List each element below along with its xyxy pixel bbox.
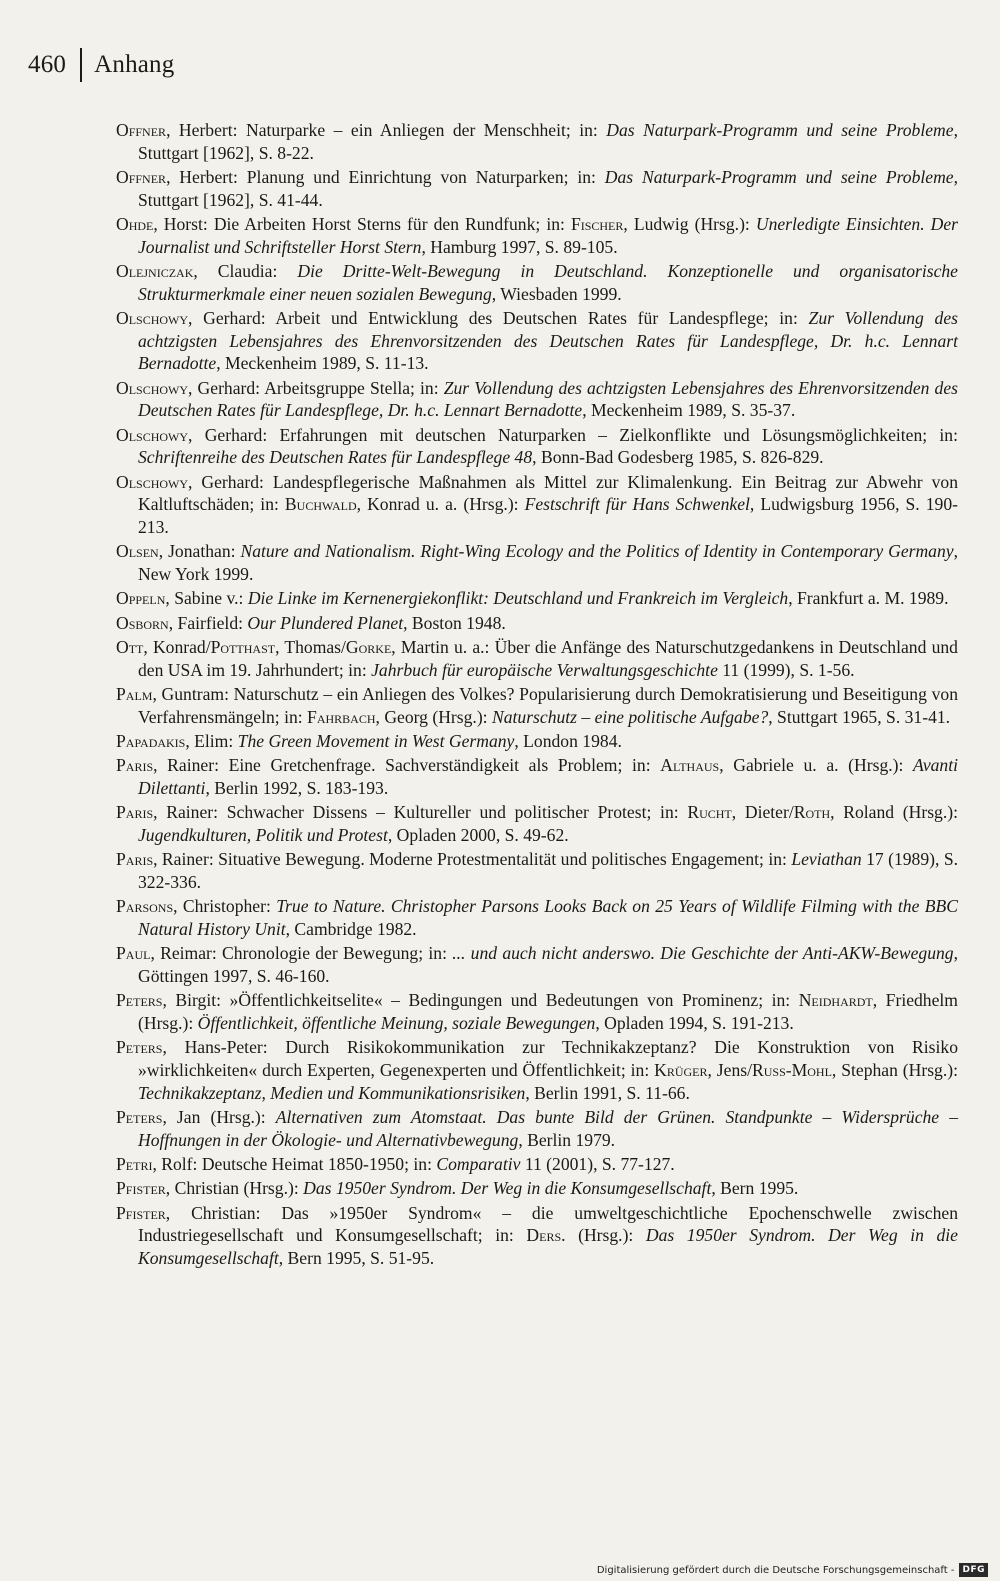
entry-text: , New York 1999. [138, 541, 958, 585]
entry-text: 17 (1989), S. 322-336. [138, 849, 958, 892]
bibliography-entry [116, 895, 958, 940]
entry-text: , Gerhard: Arbeit und Entwicklung des Deutschen Rates für Landespflege; in: [188, 308, 809, 328]
entry-text: , Hamburg 1997, S. 89-105. [421, 236, 618, 257]
author-name: Olsen [116, 541, 159, 562]
entry-text: , Herbert: Planung und Einrichtung von Naturparken; in: [166, 167, 605, 187]
footer-credit: Digitalisierung gefördert durch die Deutsche Forschungsgemeinschaft - [596, 1564, 955, 1576]
section-title: Anhang [94, 51, 175, 78]
entry-text: , Gabriele u. a. (Hrsg.): [719, 755, 914, 776]
entry-text: , Ludwigsburg 1956, S. 190-213. [138, 494, 958, 538]
author-name: Peters [116, 1107, 163, 1127]
bibliography-entry [116, 307, 958, 375]
entry-text: , Berlin 1979. [518, 1129, 616, 1150]
bibliography-entry [116, 1153, 958, 1176]
author-name: Oppeln [116, 588, 166, 609]
work-title: True to Nature. Christopher Parsons Looks Back on 25 Years of Wildlife Filming with the BBC Natural History Unit [138, 896, 959, 939]
entry-text: , Dieter/ [731, 802, 794, 823]
entry-text: , Martin u. a.: Über die Anfänge des Naturschutzgedankens in Deutschland und den USA im 19. Jahrhundert; in: [138, 637, 958, 680]
work-title: Avanti Dilettanti [138, 755, 959, 798]
work-title: Das Naturpark-Programm und seine Probleme [606, 120, 954, 140]
entry-text: , Gerhard: Erfahrungen mit deutschen Naturparken – Zielkonflikte und Lösungsmöglichkeiten; in: [188, 424, 958, 445]
bibliography-entry [116, 612, 958, 635]
bibliography-entry [116, 730, 958, 753]
author-name: Roth [793, 802, 831, 823]
author-name: Peters [116, 1037, 163, 1058]
page-number: 460 [28, 51, 67, 78]
entry-text: , Boston 1948. [403, 612, 506, 633]
work-title: Das Naturpark-Programm und seine Probleme [604, 167, 954, 187]
work-title: Jugendkulturen, Politik und Protest [138, 825, 388, 845]
entry-text: , Birgit: »Öffentlichkeitselite« – Bedingungen und Bedeutungen von Prominenz; in: [162, 990, 799, 1011]
bibliography-entry [116, 754, 958, 799]
entry-text: , Fairfield: [168, 612, 248, 633]
entry-text: (Hrsg.): [565, 1225, 646, 1246]
work-title: Jahrbuch für europäische Verwaltungsgeschichte [371, 659, 718, 680]
bibliography-list [116, 119, 958, 1271]
work-title: Unerledigte Einsichten. Der Journalist und Schriftsteller Horst Stern [138, 214, 958, 257]
author-name: Olejniczak [116, 261, 194, 281]
work-title: Technikakzeptanz, Medien und Kommunikationsrisiken [138, 1082, 526, 1103]
author-name: Potthast [210, 637, 276, 657]
author-name: Olschowy [116, 377, 189, 398]
entry-text: , Opladen 1994, S. 191-213. [595, 1013, 794, 1033]
author-name: Petri [116, 1154, 153, 1174]
entry-text: , Horst: Die Arbeiten Horst Sterns für den Rundfunk; in: [153, 214, 571, 234]
entry-text: , Bern 1995. [711, 1178, 799, 1199]
header-divider [80, 48, 82, 82]
bibliography-entry [116, 636, 958, 681]
bibliography-entry [116, 989, 958, 1034]
work-title: Our Plundered Planet [247, 612, 404, 633]
work-title: Zur Vollendung des achtzigsten Lebensjahres des Ehrenvorsitzenden des Deutschen Rates für Landespflege, Dr. h.c. Lennart Bernadotte [138, 377, 958, 421]
digitization-footer [597, 1563, 988, 1577]
entry-text: , Herbert: Naturparke – ein Anliegen der Menschheit; in: [166, 120, 607, 140]
entry-text: , Guntram: Naturschutz – ein Anliegen des Volkes? Popularisierung durch Demokratisierung und Beseitigung von Verfahrensmängeln; in: [138, 684, 958, 727]
bibliography-entry [116, 801, 958, 846]
author-name: Althaus [660, 755, 720, 776]
author-name: Neidhardt [798, 990, 873, 1011]
entry-text: , Meckenheim 1989, S. 11-13. [216, 353, 429, 374]
entry-text: , Rolf: Deutsche Heimat 1850-1950; in: [152, 1154, 437, 1174]
entry-text: , Berlin 1992, S. 183-193. [205, 778, 389, 798]
work-title: Zur Vollendung des achtzigsten Lebensjahres des Ehrenvorsitzenden des Deutschen Rates für Landespflege, Dr. h.c. Lennart Bernadotte [138, 308, 959, 374]
author-name: Palm [116, 684, 153, 704]
bibliography-entry [116, 1036, 958, 1104]
work-title: The Green Movement in West Germany [237, 731, 515, 751]
author-name: Fischer [570, 214, 624, 234]
entry-text: , Elim: [185, 731, 238, 751]
work-title: Festschrift für Hans Schwenkel [524, 494, 750, 515]
bibliography-entry [116, 260, 958, 305]
author-name: Offner [116, 120, 167, 140]
entry-text: , Friedhelm (Hrsg.): [138, 990, 958, 1033]
bibliography-entry [116, 683, 958, 728]
author-name: Osborn [116, 612, 169, 633]
work-title: Die Linke im Kernenergiekonflikt: Deutschland und Frankreich im Vergleich [247, 588, 789, 609]
entry-text: , Rainer: Schwacher Dissens – Kultureller und politischer Protest; in: [153, 802, 688, 823]
bibliography-entry [116, 166, 958, 211]
entry-text: , Christian (Hrsg.): [165, 1178, 304, 1199]
entry-text: , Stuttgart 1965, S. 31-41. [768, 706, 951, 727]
work-title: Alternativen zum Atomstaat. Das bunte Bild der Grünen. Standpunkte – Widersprüche – Hoffnungen in der Ökologie- und Alternativbewegung [138, 1107, 958, 1150]
entry-text: , Sabine v.: [165, 588, 248, 609]
bibliography-entry [116, 213, 958, 258]
entry-text: , Stuttgart [1962], S. 8-22. [138, 120, 958, 163]
entry-text: , Claudia: [193, 261, 298, 281]
bibliography-entry [116, 1177, 958, 1200]
entry-text: , Ludwig (Hrsg.): [623, 214, 756, 234]
author-name: Pfister [116, 1202, 166, 1223]
author-name: Parsons [116, 896, 174, 917]
entry-text: , Wiesbaden 1999. [491, 283, 622, 304]
bibliography-entry [116, 471, 958, 539]
work-title: Das 1950er Syndrom. Der Weg in die Konsumgesellschaft [138, 1225, 958, 1268]
work-title: Die Dritte-Welt-Bewegung in Deutschland. Konzeptionelle und organisatorische Strukturmerkmale einer neuen sozialen Bewegung [138, 261, 958, 304]
author-name: Ders. [526, 1225, 566, 1246]
work-title: Öffentlichkeit, öffentliche Meinung, soziale Bewegungen [197, 1013, 596, 1033]
author-name: Olschowy [116, 424, 189, 445]
entry-text: 11 (2001), S. 77-127. [520, 1154, 675, 1174]
author-name: Rucht [687, 802, 732, 823]
entry-text: , Reimar: Chronologie der Bewegung; in: [150, 943, 453, 964]
author-name: Buchwald [284, 494, 357, 515]
author-name: Ott [116, 637, 144, 657]
entry-text: , Frankfurt a. M. 1989. [788, 588, 949, 609]
author-name: Olschowy [116, 308, 189, 328]
entry-text: , Göttingen 1997, S. 46-160. [138, 943, 958, 986]
entry-text: , Meckenheim 1989, S. 35-37. [582, 400, 796, 421]
entry-text: , Roland (Hrsg.): [830, 802, 959, 823]
author-name: Ohde [116, 214, 154, 234]
entry-text: , London 1984. [514, 731, 622, 751]
author-name: Paris [116, 849, 154, 870]
page-header [28, 48, 174, 82]
author-name: Krüger [654, 1060, 708, 1080]
entry-text: , Hans-Peter: Durch Risikokommunikation zur Technikakzeptanz? Die Konstruktion von Risiko »wirklichkeiten« durch Experten, Gegenexperten und Öffentlichkeit; in: [138, 1037, 958, 1080]
entry-text: , Christian: Das »1950er Syndrom« – die umweltgeschichtliche Epochenschwelle zwischen Industriegesellschaft und Konsumgesellschaft; in: [138, 1202, 958, 1246]
entry-text: , Jonathan: [158, 541, 241, 562]
bibliography-entry [116, 1106, 958, 1151]
work-title: Nature and Nationalism. Right-Wing Ecology and the Politics of Identity in Contemporary Germany [240, 541, 954, 562]
bibliography-entry [116, 942, 958, 987]
entry-text: , Christopher: [173, 896, 277, 917]
work-title: Naturschutz – eine politische Aufgabe? [491, 706, 769, 727]
work-title: Leviathan [791, 849, 862, 870]
bibliography-entry [116, 587, 958, 610]
author-name: Gorke [345, 637, 392, 657]
author-name: Russ-Mohl [752, 1060, 832, 1080]
author-name: Olschowy [116, 471, 189, 492]
author-name: Peters [116, 990, 163, 1011]
entry-text: , Konrad/ [143, 637, 211, 657]
bibliography-entry [116, 119, 958, 164]
work-title: Das 1950er Syndrom. Der Weg in die Konsumgesellschaft [303, 1178, 712, 1199]
entry-text: , Bern 1995, S. 51-95. [278, 1248, 435, 1268]
entry-text: , Cambridge 1982. [285, 919, 417, 939]
work-title: Comparativ [436, 1154, 521, 1174]
bibliography-entry [116, 540, 958, 585]
entry-text: , Jens/ [707, 1060, 752, 1080]
author-name: Paul [116, 943, 151, 964]
dfg-logo: DFG [959, 1563, 988, 1577]
author-name: Paris [116, 755, 154, 776]
author-name: Offner [116, 167, 167, 187]
entry-text: , Konrad u. a. (Hrsg.): [356, 494, 525, 515]
work-title: ... und auch nicht anderswo. Die Geschichte der Anti-AKW-Bewegung [452, 943, 954, 964]
bibliography-entry [116, 848, 958, 893]
entry-text: , Stuttgart [1962], S. 41-44. [138, 167, 958, 210]
entry-text: , Rainer: Eine Gretchenfrage. Sachverständigkeit als Problem; in: [153, 755, 661, 776]
entry-text: , Thomas/ [275, 637, 346, 657]
entry-text: 11 (1999), S. 1-56. [717, 659, 855, 680]
entry-text: , Berlin 1991, S. 11-66. [525, 1082, 690, 1103]
entry-text: , Stephan (Hrsg.): [831, 1060, 958, 1080]
entry-text: , Gerhard: Arbeitsgruppe Stella; in: [188, 377, 444, 398]
bibliography-entry [116, 424, 958, 469]
author-name: Papadakis [116, 731, 186, 751]
author-name: Paris [116, 802, 154, 823]
entry-text: , Bonn-Bad Godesberg 1985, S. 826-829. [532, 447, 824, 468]
author-name: Fahrbach [307, 706, 376, 727]
author-name: Pfister [116, 1178, 166, 1199]
bibliography-entry [116, 377, 958, 422]
entry-text: , Opladen 2000, S. 49-62. [387, 825, 569, 845]
entry-text: , Gerhard: Landespflegerische Maßnahmen als Mittel zur Klimalenkung. Ein Beitrag zur Abwehr von Kaltluftschäden; in: [138, 471, 958, 515]
entry-text: , Jan (Hrsg.): [162, 1107, 276, 1127]
bibliography-entry [116, 1202, 958, 1270]
work-title: Schriftenreihe des Deutschen Rates für Landespflege 48 [138, 447, 533, 468]
entry-text: , Georg (Hrsg.): [375, 706, 492, 727]
entry-text: , Rainer: Situative Bewegung. Moderne Protestmentalität und politisches Engagement; in: [153, 849, 792, 870]
